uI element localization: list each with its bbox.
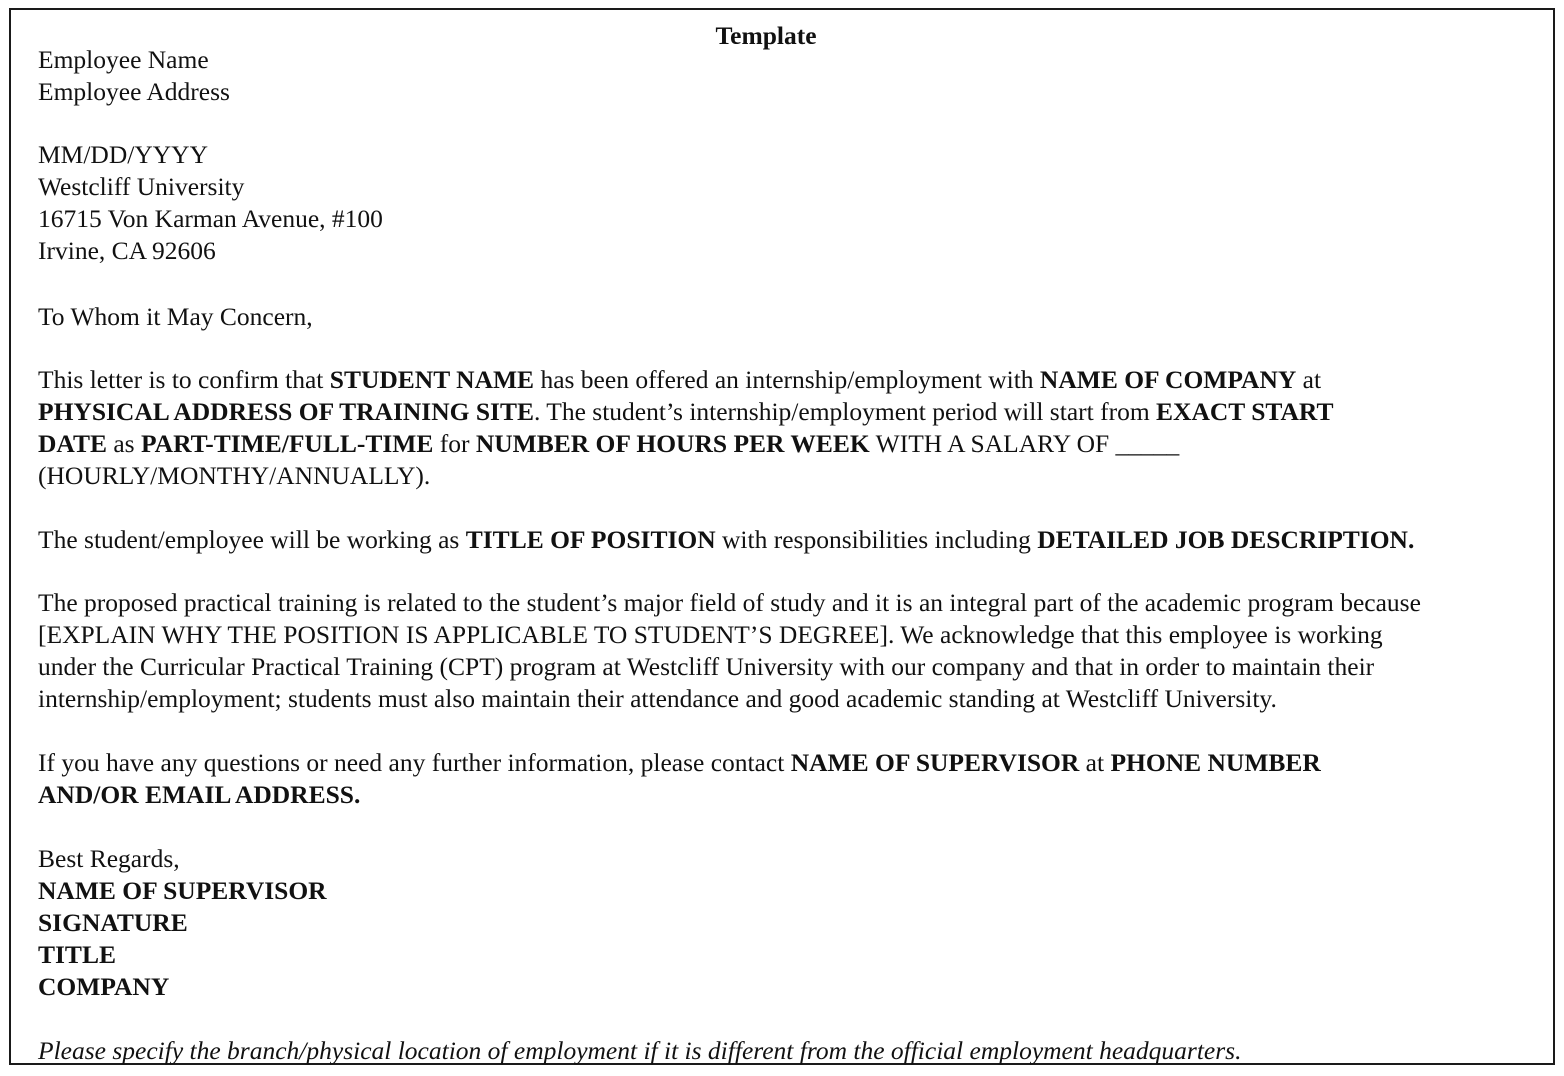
letter-date: MM/DD/YYYY (38, 140, 209, 169)
sender-street: 16715 Von Karman Avenue, #100 (38, 204, 383, 233)
document-title: Template (715, 21, 817, 50)
para3-line4: internship/employment; students must also maintain their attendance and good academic standing at Westcliff University. (38, 684, 1277, 713)
para1-line3 (38, 428, 1179, 460)
para2-line1 (38, 524, 1414, 556)
placeholder-training-site: PHYSICAL ADDRESS OF TRAINING SITE (38, 397, 534, 426)
placeholder-hours-per-week: NUMBER OF HOURS PER WEEK (475, 429, 870, 458)
para1-text: This letter is to confirm that (38, 365, 330, 394)
placeholder-part-full-time: PART-TIME/FULL-TIME (140, 429, 434, 458)
salutation: To Whom it May Concern, (38, 302, 313, 331)
placeholder-position-title: TITLE OF POSITION (465, 525, 716, 554)
para2-text: The student/employee will be working as (38, 525, 466, 554)
para1-text: as (106, 429, 141, 458)
placeholder-student-name: STUDENT NAME (329, 365, 535, 394)
para1-salary-text: WITH A SALARY OF _____ (869, 429, 1180, 458)
para1-text: has been offered an internship/employment with (534, 365, 1040, 394)
template-frame (9, 8, 1555, 1065)
employee-name: Employee Name (38, 45, 209, 74)
sender-city: Irvine, CA 92606 (38, 236, 216, 265)
para1-text: for (433, 429, 476, 458)
placeholder-company-name: NAME OF COMPANY (1039, 365, 1297, 394)
para3-line3: under the Curricular Practical Training (CPT) program at Westcliff University with our company and that in order to maintain their (38, 652, 1375, 681)
closing-supervisor-name: NAME OF SUPERVISOR (38, 876, 327, 905)
para3-line2: [EXPLAIN WHY THE POSITION IS APPLICABLE TO STUDENT’S DEGREE]. We acknowledge that this employee is working (38, 620, 1383, 649)
para1-text: . The student’s internship/employment period will start from (533, 397, 1157, 426)
footnote: Please specify the branch/physical location of employment if it is different from the official employment headquarters. (38, 1036, 1242, 1065)
placeholder-start-date: EXACT START (1156, 397, 1334, 426)
para4-text: at (1079, 748, 1111, 777)
placeholder-phone-number: PHONE NUMBER (1110, 748, 1321, 777)
sender-org: Westcliff University (38, 172, 245, 201)
placeholder-job-description: DETAILED JOB DESCRIPTION. (1037, 525, 1415, 554)
para1-line2 (38, 396, 1333, 428)
closing-company: COMPANY (38, 972, 170, 1001)
para1-line4: (HOURLY/MONTHY/ANNUALLY). (38, 461, 431, 490)
para1-text: at (1296, 365, 1322, 394)
closing-regards: Best Regards, (38, 844, 180, 873)
para3-line1: The proposed practical training is related to the student’s major field of study and it is an integral part of the academic program because (38, 588, 1421, 617)
para4-text: If you have any questions or need any further information, please contact (38, 748, 791, 777)
para4-line1 (38, 747, 1321, 779)
closing-signature: SIGNATURE (38, 908, 188, 937)
para1-line1 (38, 364, 1321, 396)
employee-address: Employee Address (38, 77, 230, 106)
para2-text: with responsibilities including (715, 525, 1038, 554)
placeholder-supervisor-name: NAME OF SUPERVISOR (790, 748, 1080, 777)
closing-title: TITLE (38, 940, 116, 969)
placeholder-start-date-cont: DATE (38, 429, 107, 458)
placeholder-email-address: AND/OR EMAIL ADDRESS. (38, 780, 361, 809)
